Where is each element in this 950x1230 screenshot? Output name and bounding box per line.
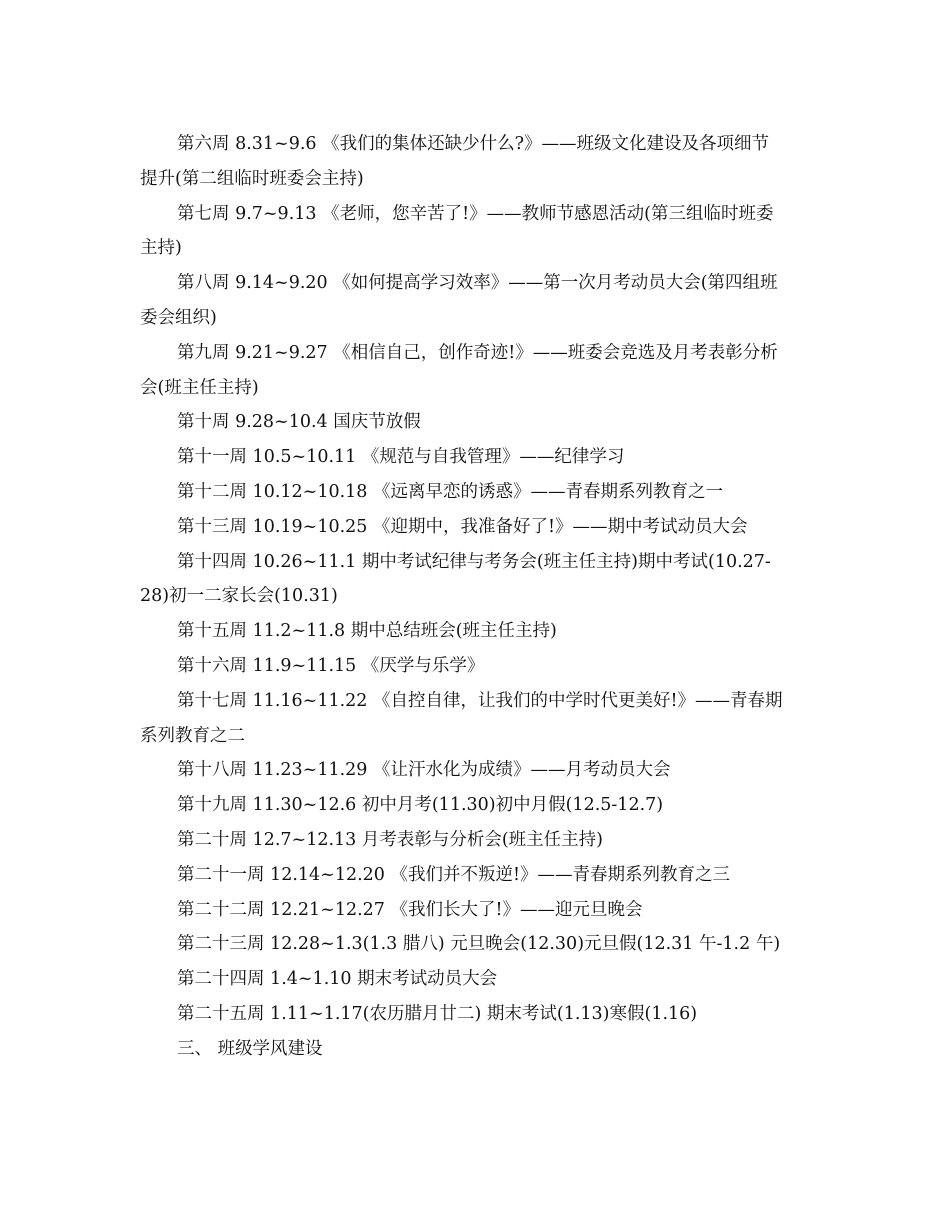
schedule-week-10 (140, 405, 820, 440)
schedule-week-14 (140, 545, 820, 615)
paragraph-line: 委会组织) (140, 307, 217, 328)
paragraph-line: 第二十三周 12.28~1.3(1.3 腊八) 元旦晚会(12.30)元旦假(12.31 午-1.2 午) (177, 934, 781, 955)
paragraph-line: 主持) (140, 238, 182, 259)
schedule-week-12 (140, 475, 820, 510)
paragraph-line: 会(班主任主持) (140, 377, 259, 398)
paragraph-line: 第十周 9.28~10.4 国庆节放假 (177, 412, 421, 433)
paragraph-line: 第十四周 10.26~11.1 期中考试纪律与考务会(班主任主持)期中考试(10.27- (177, 551, 771, 572)
paragraph-line: 第十三周 10.19~10.25 《迎期中，我准备好了!》——期中考试动员大会 (177, 516, 748, 537)
schedule-week-9 (140, 336, 820, 406)
schedule-week-23 (140, 927, 820, 962)
schedule-week-8 (140, 266, 820, 336)
schedule-week-6 (140, 127, 820, 197)
schedule-week-22 (140, 893, 820, 928)
paragraph-line: 第十八周 11.23~11.29 《让汗水化为成绩》——月考动员大会 (177, 760, 671, 781)
paragraph-line: 系列教育之二 (140, 725, 245, 746)
schedule-week-7 (140, 197, 820, 267)
paragraph-line: 第二十五周 1.11~1.17(农历腊月廿二) 期末考试(1.13)寒假(1.16) (177, 1003, 698, 1024)
schedule-week-20 (140, 823, 820, 858)
paragraph-line: 第十五周 11.2~11.8 期中总结班会(班主任主持) (177, 621, 557, 642)
paragraph-line: 提升(第二组临时班委会主持) (140, 168, 364, 189)
schedule-week-24 (140, 962, 820, 997)
schedule-week-13 (140, 510, 820, 545)
schedule-week-15 (140, 614, 820, 649)
paragraph-line: 第二十二周 12.21~12.27 《我们长大了!》——迎元旦晚会 (177, 899, 643, 920)
section-heading-study-style (140, 1032, 820, 1067)
schedule-week-18 (140, 753, 820, 788)
paragraph-line: 三、 班级学风建设 (177, 1038, 323, 1059)
paragraph-line: 第九周 9.21~9.27 《相信自己，创作奇迹!》——班委会竞选及月考表彰分析 (177, 342, 778, 363)
paragraph-line: 第七周 9.7~9.13 《老师，您辛苦了!》——教师节感恩活动(第三组临时班委 (177, 203, 774, 224)
paragraph-line: 第八周 9.14~9.20 《如何提高学习效率》——第一次月考动员大会(第四组班 (177, 273, 778, 294)
paragraph-line: 第二十一周 12.14~12.20 《我们并不叛逆!》——青春期系列教育之三 (177, 864, 731, 885)
paragraph-line: 第十二周 10.12~10.18 《远离早恋的诱惑》——青春期系列教育之一 (177, 481, 723, 502)
paragraph-line: 28)初一二家长会(10.31) (140, 586, 338, 607)
paragraph-line: 第六周 8.31~9.6 《我们的集体还缺少什么?》——班级文化建设及各项细节 (177, 134, 769, 154)
schedule-week-17 (140, 684, 820, 754)
paragraph-line: 第十九周 11.30~12.6 初中月考(11.30)初中月假(12.5-12.7) (177, 795, 664, 816)
schedule-week-21 (140, 858, 820, 893)
document-body (140, 127, 820, 1067)
paragraph-line: 第二十周 12.7~12.13 月考表彰与分析会(班主任主持) (177, 829, 604, 850)
paragraph-line: 第十六周 11.9~11.15 《厌学与乐学》 (177, 655, 485, 676)
paragraph-line: 第十一周 10.5~10.11 《规范与自我管理》——纪律学习 (177, 447, 625, 468)
paragraph-line: 第二十四周 1.4~1.10 期末考试动员大会 (177, 969, 498, 990)
paragraph-line: 第十七周 11.16~11.22 《自控自律，让我们的中学时代更美好!》——青春期 (177, 690, 783, 711)
schedule-week-11 (140, 440, 820, 475)
schedule-week-19 (140, 788, 820, 823)
schedule-week-16 (140, 649, 820, 684)
schedule-week-25 (140, 997, 820, 1032)
